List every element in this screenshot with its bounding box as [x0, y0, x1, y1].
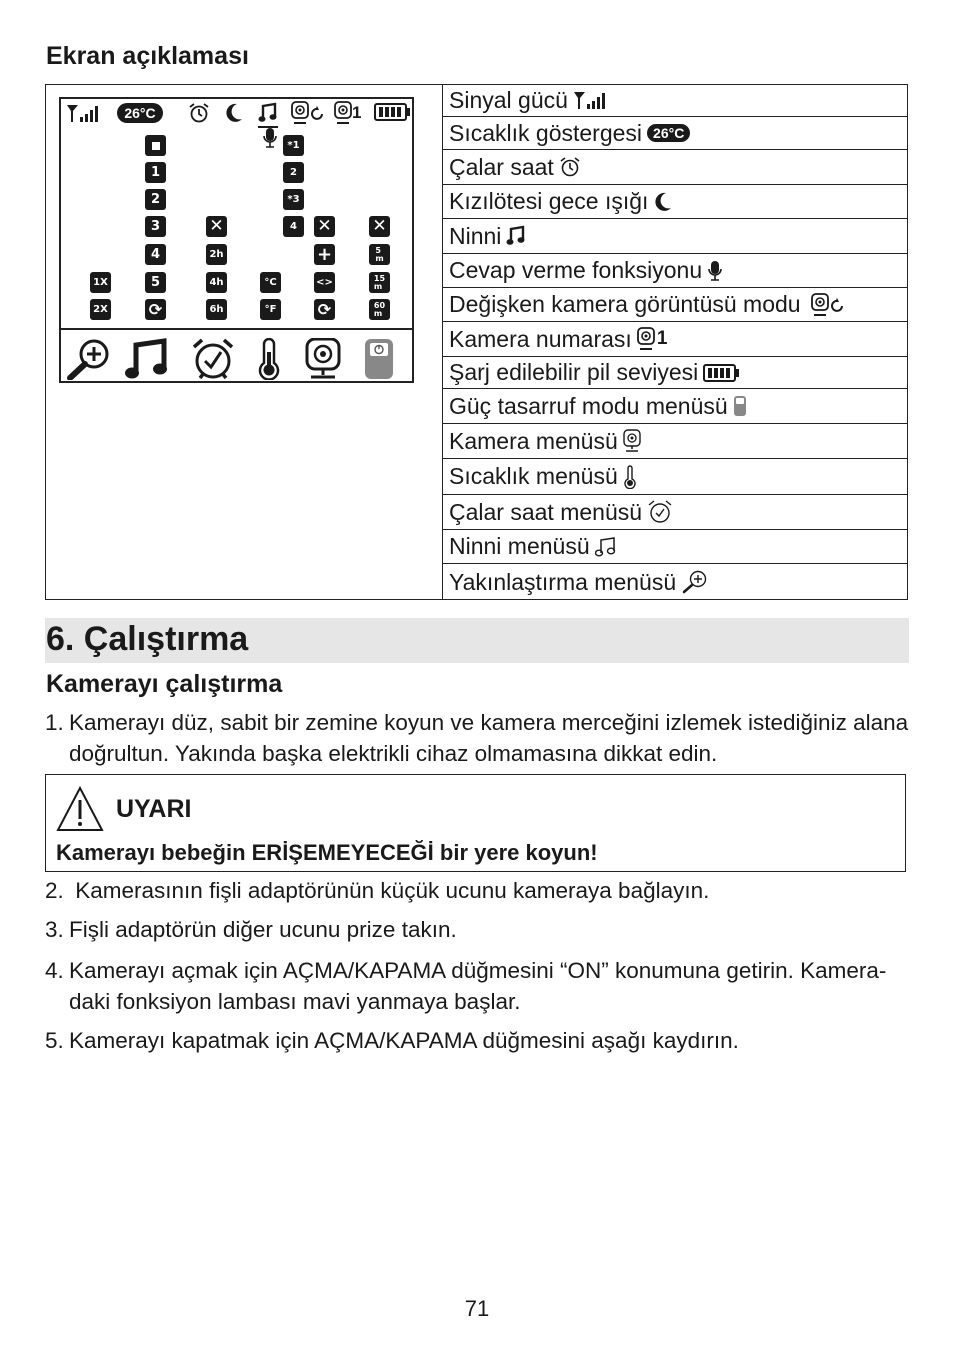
- legend-row: [443, 117, 908, 150]
- step-item: [45, 707, 913, 769]
- zoom-icon: [66, 338, 112, 380]
- warning-triangle-icon: [56, 786, 104, 832]
- legend-row: [443, 564, 908, 600]
- fahrenheit-key: °F: [260, 299, 281, 320]
- camera-icon: [623, 429, 643, 453]
- step-item: [45, 1025, 913, 1056]
- legend-row: [443, 219, 908, 254]
- repeat-key: ⟳: [145, 299, 166, 320]
- alarm-clock-icon: [190, 338, 236, 380]
- music-note-icon: [506, 225, 526, 247]
- battery-icon: [374, 103, 410, 121]
- legend-label: Güç tasarruf modu menüsü: [449, 392, 728, 419]
- legend-label: Cevap verme fonksiyonu: [449, 257, 703, 283]
- camera-add-key: +: [314, 244, 335, 265]
- legend-label: Kamera menüsü: [449, 427, 618, 454]
- legend-label: Değişken kamera görüntüsü modu: [449, 291, 801, 317]
- music-note-icon: [595, 536, 617, 558]
- alarm-clock-icon: [559, 156, 581, 178]
- zoom-2x-key: 2X: [90, 299, 111, 320]
- camera-number: 1: [352, 103, 362, 122]
- step-number: 3.: [45, 917, 64, 942]
- step-item: [45, 955, 913, 1017]
- step-number: 1.: [45, 710, 64, 735]
- legend-row: [443, 254, 908, 288]
- battery-icon: [703, 364, 739, 382]
- step-text: Kamerasının fişli adaptörünün küçük ucunu kameraya bağlayın.: [69, 878, 710, 903]
- legend-row: [443, 357, 908, 389]
- alarm-2h-key: 2h: [206, 244, 227, 265]
- camera-cycle-key: ⟳: [314, 299, 335, 320]
- legend-label: Sinyal gücü: [449, 86, 568, 113]
- camera-key-1: *1: [283, 135, 304, 156]
- warning-title: UYARI: [116, 795, 192, 823]
- legend-row: [443, 288, 908, 322]
- step-text: Kamerayı açmak için AÇMA/KAPAMA düğmesini “ON” konumuna getirin. Kamera-: [69, 958, 887, 983]
- thermometer-icon: [255, 338, 283, 380]
- legend-label: Ninni menüsü: [449, 533, 590, 559]
- alarm-6h-key: 6h: [206, 299, 227, 320]
- camera-icon: [303, 338, 343, 380]
- camera-scan-key: <>: [314, 272, 335, 293]
- legend-row: [443, 84, 908, 117]
- temperature-badge-icon: 26°C: [647, 124, 690, 142]
- legend-row: [443, 185, 908, 219]
- camera-key-4: 4: [283, 216, 304, 237]
- section-heading: Ekran açıklaması: [46, 42, 249, 70]
- subheading: Kamerayı çalıştırma: [46, 670, 283, 698]
- signal-icon: [573, 90, 607, 110]
- camera-number-icon: [637, 327, 657, 351]
- legend-row: [443, 389, 908, 424]
- zoom-1x-key: 1X: [90, 272, 111, 293]
- temperature-badge-icon: 26°C: [117, 103, 163, 123]
- legend-label: Sıcaklık göstergesi: [449, 119, 643, 146]
- warning-text: Kamerayı bebeğin ERİŞEMEYECEĞİ bir yere koyun!: [56, 840, 598, 865]
- page-number: 71: [464, 1296, 490, 1321]
- microphone-icon: [262, 127, 278, 149]
- legend-row: [443, 150, 908, 185]
- lullaby-key-2: 2: [145, 189, 166, 210]
- moon-icon: [224, 102, 244, 124]
- step-item: [45, 914, 913, 945]
- chapter-title: 6. Çalıştırma: [46, 620, 249, 658]
- legend-label: Yakınlaştırma menüsü: [449, 568, 677, 595]
- alarm-clock-icon: [188, 102, 210, 124]
- power-save-15m-key: 15 m: [369, 272, 390, 293]
- music-note-icon: [124, 338, 168, 380]
- power-save-5m-key: 5 m: [369, 244, 390, 265]
- step-item: [45, 875, 913, 906]
- legend-label: Şarj edilebilir pil seviyesi: [449, 359, 699, 385]
- stop-key: [145, 135, 166, 156]
- step-number: 5.: [45, 1028, 64, 1053]
- legend-row: [443, 424, 908, 459]
- moon-icon: [653, 191, 673, 213]
- legend-label: Çalar saat menüsü: [449, 498, 643, 525]
- legend-label: Ninni: [449, 222, 502, 249]
- alarm-off-key: ✕: [206, 216, 227, 237]
- legend-row: [443, 459, 908, 495]
- power-save-icon: [733, 395, 747, 417]
- camera-key-2: 2: [283, 162, 304, 183]
- power-save-icon: [364, 338, 394, 380]
- power-save-60m-key: 60 m: [369, 299, 390, 320]
- step-text: Kamerayı kapatmak için AÇMA/KAPAMA düğmesini aşağı kaydırın.: [69, 1028, 739, 1053]
- step-text-cont: doğrultun. Yakında başka elektrikli cihaz olmamasına dikkat edin.: [69, 741, 718, 766]
- alarm-4h-key: 4h: [206, 272, 227, 293]
- celsius-key: °C: [260, 272, 281, 293]
- camera-number: 1: [656, 328, 668, 349]
- display-illustration: [59, 97, 414, 383]
- legend-row: [443, 495, 908, 530]
- signal-icon: [66, 103, 102, 123]
- thermometer-icon: [623, 465, 637, 489]
- camera-cycle-icon: [291, 101, 325, 125]
- legend-label: Sıcaklık menüsü: [449, 463, 618, 489]
- lullaby-key-3: 3: [145, 216, 166, 237]
- zoom-icon: [681, 570, 709, 594]
- legend-label: Kamera numarası: [449, 325, 632, 352]
- step-text: Fişli adaptörün diğer ucunu prize takın.: [69, 917, 457, 942]
- legend-label: Çalar saat: [449, 153, 554, 180]
- display-menu-divider: [59, 328, 414, 330]
- lullaby-key-1: 1: [145, 162, 166, 183]
- step-text: Kamerayı düz, sabit bir zemine koyun ve kamera merceğini izlemek istediğiniz alana: [69, 710, 909, 735]
- legend-label: Kızılötesi gece ışığı: [449, 188, 649, 214]
- step-number: 2.: [45, 878, 64, 903]
- legend-row: [443, 322, 908, 357]
- legend-row: [443, 530, 908, 564]
- alarm-clock-icon: [647, 500, 673, 524]
- microphone-icon: [707, 260, 723, 282]
- camera-cycle-icon: [811, 293, 851, 317]
- lullaby-key-5: 5: [145, 272, 166, 293]
- camera-key-3: *3: [283, 189, 304, 210]
- power-save-off-key: ✕: [369, 216, 390, 237]
- camera-off-key: ✕: [314, 216, 335, 237]
- lullaby-key-4: 4: [145, 244, 166, 265]
- step-text-cont: daki fonksiyon lambası mavi yanmaya başlar.: [69, 989, 521, 1014]
- music-note-icon: [258, 102, 278, 124]
- step-number: 4.: [45, 958, 64, 983]
